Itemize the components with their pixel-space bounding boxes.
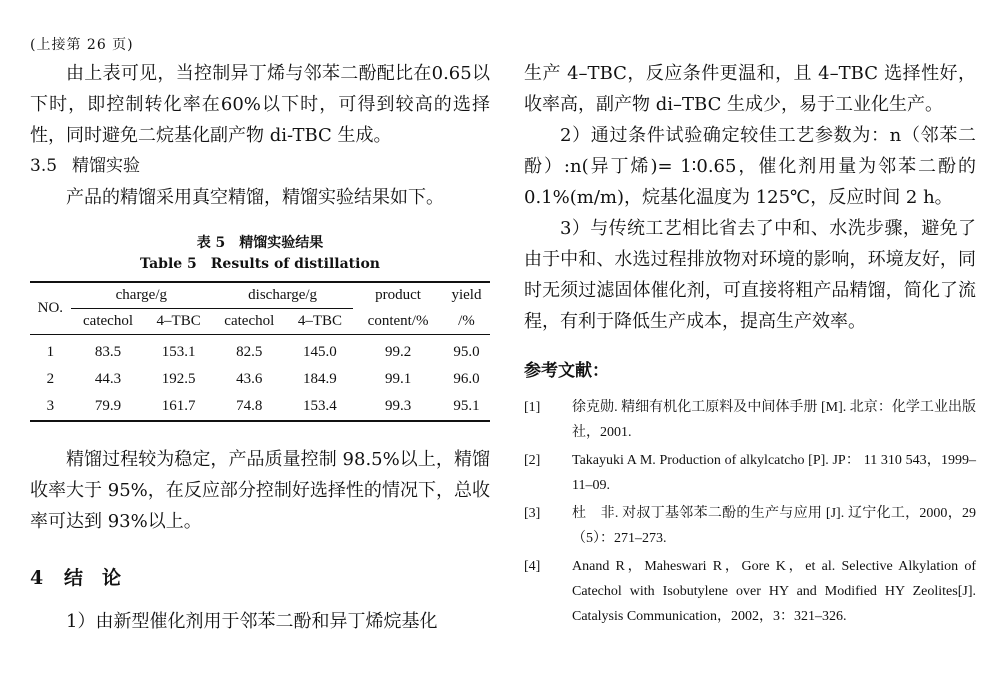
reference-index: [3] [524,506,541,521]
header-product-content: content/% [353,309,443,335]
table-cell: 99.2 [384,344,412,360]
table-cell: 153.4 [287,393,354,421]
paragraph-conclusion-3: 3）与传统工艺相比省去了中和、水洗步骤，避免了由于中和、水选过程排放物对环境的影响，环境友好，同时无须过滤固体催化剂，可直接将粗产品精馏，简化了流程，有利于降低生产成本，提高生产效率。 [524,218,976,332]
paragraph-distillation-summary: 精馏过程较为稳定，产品质量控制 98.5%以上，精馏收率大于 95%，在反应部分控制好选择性的情况下，总收率可达到 93%以上。 [30,449,490,532]
reference-text: Takayuki A M. Production of alkylcatcho [P]. JP： 11 310 543，1999–11–09. [572,453,976,493]
reference-item [524,554,976,629]
table-caption-cn: 表 5 精馏实验结果 [196,235,324,251]
section-number: 3.5 [30,156,58,176]
left-column [30,58,490,637]
table-cell: 95.1 [443,393,490,421]
section-title: 精馏实验 [72,156,140,176]
reference-item [524,395,976,445]
header-no: NO. [30,282,71,335]
chapter-title: 结 论 [64,567,122,589]
paragraph-conclusion-1-end: 生产 4–TBC，反应条件更温和，且 4–TBC 选择性好，收率高，副产物 di–TBC 生成少，易于工业化生产。 [524,63,976,115]
table-cell: 161.7 [145,393,212,421]
header-yield-unit: /% [443,309,490,335]
page-continuation-note: (上接第 26 页) [30,37,134,53]
table-cell: 43.6 [236,371,263,387]
table-cell: 74.8 [212,393,287,421]
table-cell: 79.9 [71,393,146,421]
table-cell: 184.9 [303,371,337,387]
table-row [30,393,490,421]
table-cell: 95.0 [453,344,480,360]
table-cell: 96.0 [453,371,480,387]
table-cell: 99.1 [384,371,412,387]
table-cell: 153.1 [161,344,196,360]
paragraph-selectivity: 由上表可见，当控制异丁烯与邻苯二酚配比在0.65以下时，即控制转化率在60%以下时，可得到较高的选择性，同时避免二烷基化副产物 di-TBC 生成。 [30,63,490,146]
table-cell: 2 [46,371,55,387]
paragraph-conclusion-2: 2）通过条件试验确定较佳工艺参数为：n（邻苯二酚）:n(异丁烯)= 1∶0.65，催化剂用量为邻苯二酚的 0.1%(m/m)，烷基化温度为 125℃，反应时间 2 h。 [524,125,976,208]
header-charge-tbc: 4–TBC [145,309,212,335]
reference-list [524,395,976,629]
chapter-heading-conclusion [30,563,490,594]
header-discharge: discharge/g [212,282,353,309]
reference-text: 徐克勋. 精细有机化工原料及中间体手册 [M]. 北京：化学工业出版社，2001. [572,400,976,440]
table-cell: 3 [30,393,71,421]
reference-index: [4] [524,559,541,574]
reference-text: 杜 非. 对叔丁基邻苯二酚的生产与应用 [J]. 辽宁化工，2000，29（5）：271–273. [572,506,976,546]
table-cell: 99.3 [353,393,443,421]
distillation-table-block [30,233,490,422]
table-cell: 83.5 [94,344,122,360]
table-row [30,366,490,393]
paragraph-conclusion-1-start: 1）由新型催化剂用于邻苯二酚和异丁烯烷基化 [66,611,438,632]
reference-item [524,448,976,498]
table-cell: 44.3 [94,371,122,387]
reference-text: Anand R，Maheswari R，Gore K，et al. Selective Alkylation of Catechol with Isobutylene over HY and Modified HY Zeolites[J]. Catalysis Communication，2002，3：321–326. [572,559,976,624]
right-column [524,58,976,632]
references-title: 参考文献： [524,361,609,381]
reference-item [524,501,976,551]
header-yield: yield [443,282,490,309]
header-discharge-tbc: 4–TBC [287,309,354,335]
chapter-number: 4 [30,567,44,589]
paragraph-distillation-intro: 产品的精馏采用真空精馏，精馏实验结果如下。 [66,187,444,208]
distillation-results-table [30,281,490,422]
header-charge-catechol: catechol [71,309,146,335]
header-charge: charge/g [71,282,212,309]
reference-index: [2] [524,453,541,468]
table-cell: 82.5 [236,344,263,360]
reference-index: [1] [524,400,541,415]
table-cell: 192.5 [161,371,196,387]
table-caption-en: Table 5 Results of distillation [140,256,380,272]
table-cell: 1 [46,344,55,360]
section-heading-3-5 [30,151,490,182]
table-row [30,335,490,367]
header-product: product [353,282,443,309]
table-cell: 145.0 [303,344,337,360]
header-discharge-catechol: catechol [212,309,287,335]
